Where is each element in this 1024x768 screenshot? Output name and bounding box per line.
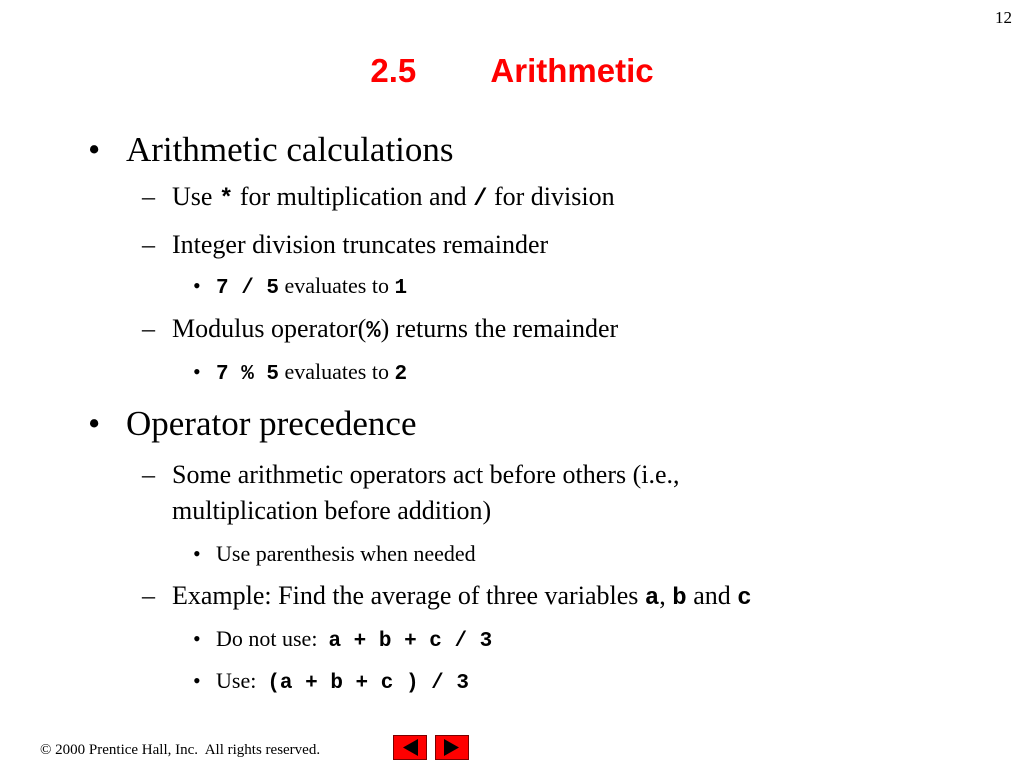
text: Modulus operator( bbox=[172, 314, 367, 343]
dash-marker: – bbox=[142, 230, 155, 259]
slide-title bbox=[0, 52, 1024, 90]
next-slide-button[interactable] bbox=[435, 735, 469, 760]
copyright-symbol: © bbox=[40, 742, 52, 758]
dash-marker: – bbox=[142, 581, 155, 610]
bullet-marker: • bbox=[193, 541, 201, 566]
text: evaluates to bbox=[279, 273, 395, 298]
divide-operator: / bbox=[473, 186, 488, 213]
right-arrow-icon bbox=[436, 736, 468, 759]
dash-marker: – bbox=[142, 314, 155, 343]
code-expression: 7 / 5 bbox=[216, 277, 280, 300]
text: Use bbox=[172, 182, 219, 211]
text: for division bbox=[487, 182, 615, 211]
dash-marker: – bbox=[142, 460, 155, 489]
code-expression: (a + b + c ) / 3 bbox=[267, 672, 469, 695]
text: Example: Find the average of three variables bbox=[172, 581, 645, 610]
code-expression: 7 % 5 bbox=[216, 363, 280, 386]
text: for multiplication and bbox=[233, 182, 474, 211]
tip-parenthesis: Use parenthesis when needed bbox=[216, 541, 476, 566]
text: Use: bbox=[216, 668, 268, 693]
previous-slide-button[interactable] bbox=[393, 735, 427, 760]
bullet-marker: • bbox=[88, 404, 101, 443]
bullet-marker: • bbox=[193, 273, 201, 298]
example-integer-division bbox=[216, 273, 407, 300]
code-result: 2 bbox=[394, 363, 408, 386]
variable-c: c bbox=[737, 585, 752, 612]
text: Do not use: bbox=[216, 626, 329, 651]
section-title: Arithmetic bbox=[490, 52, 654, 89]
text: , bbox=[659, 581, 673, 610]
slide-number: 12 bbox=[995, 8, 1012, 27]
bullet-operator-precedence: Operator precedence bbox=[126, 404, 417, 443]
bullet-arithmetic-calculations: Arithmetic calculations bbox=[126, 130, 454, 169]
copyright-text: 2000 Prentice Hall, Inc. All rights reserved. bbox=[51, 742, 321, 758]
example-correct bbox=[216, 668, 469, 695]
text: evaluates to bbox=[279, 359, 395, 384]
sub-bullet-precedence-line2: multiplication before addition) bbox=[172, 496, 492, 525]
section-number: 2.5 bbox=[370, 52, 417, 89]
text: ) returns the remainder bbox=[380, 314, 619, 343]
sub-bullet-precedence-line1: Some arithmetic operators act before others (i.e., bbox=[172, 460, 680, 489]
variable-b: b bbox=[672, 585, 687, 612]
sub-bullet-integer-division: Integer division truncates remainder bbox=[172, 230, 549, 259]
bullet-marker: • bbox=[193, 668, 201, 693]
bullet-marker: • bbox=[193, 359, 201, 384]
code-expression: a + b + c / 3 bbox=[328, 630, 493, 653]
text: and bbox=[686, 581, 738, 610]
dash-marker: – bbox=[142, 182, 155, 211]
left-arrow-icon bbox=[394, 736, 426, 759]
sub-bullet-example bbox=[172, 581, 752, 612]
multiply-operator: * bbox=[218, 186, 234, 213]
example-wrong bbox=[216, 626, 492, 653]
example-modulus bbox=[216, 359, 407, 386]
sub-bullet-modulus bbox=[172, 314, 618, 345]
code-result: 1 bbox=[394, 277, 408, 300]
bullet-marker: • bbox=[193, 626, 201, 651]
bullet-marker: • bbox=[88, 130, 101, 169]
modulus-operator: % bbox=[366, 318, 381, 345]
variable-a: a bbox=[644, 585, 660, 612]
sub-bullet-operators bbox=[172, 182, 615, 213]
copyright-footer bbox=[40, 742, 320, 759]
